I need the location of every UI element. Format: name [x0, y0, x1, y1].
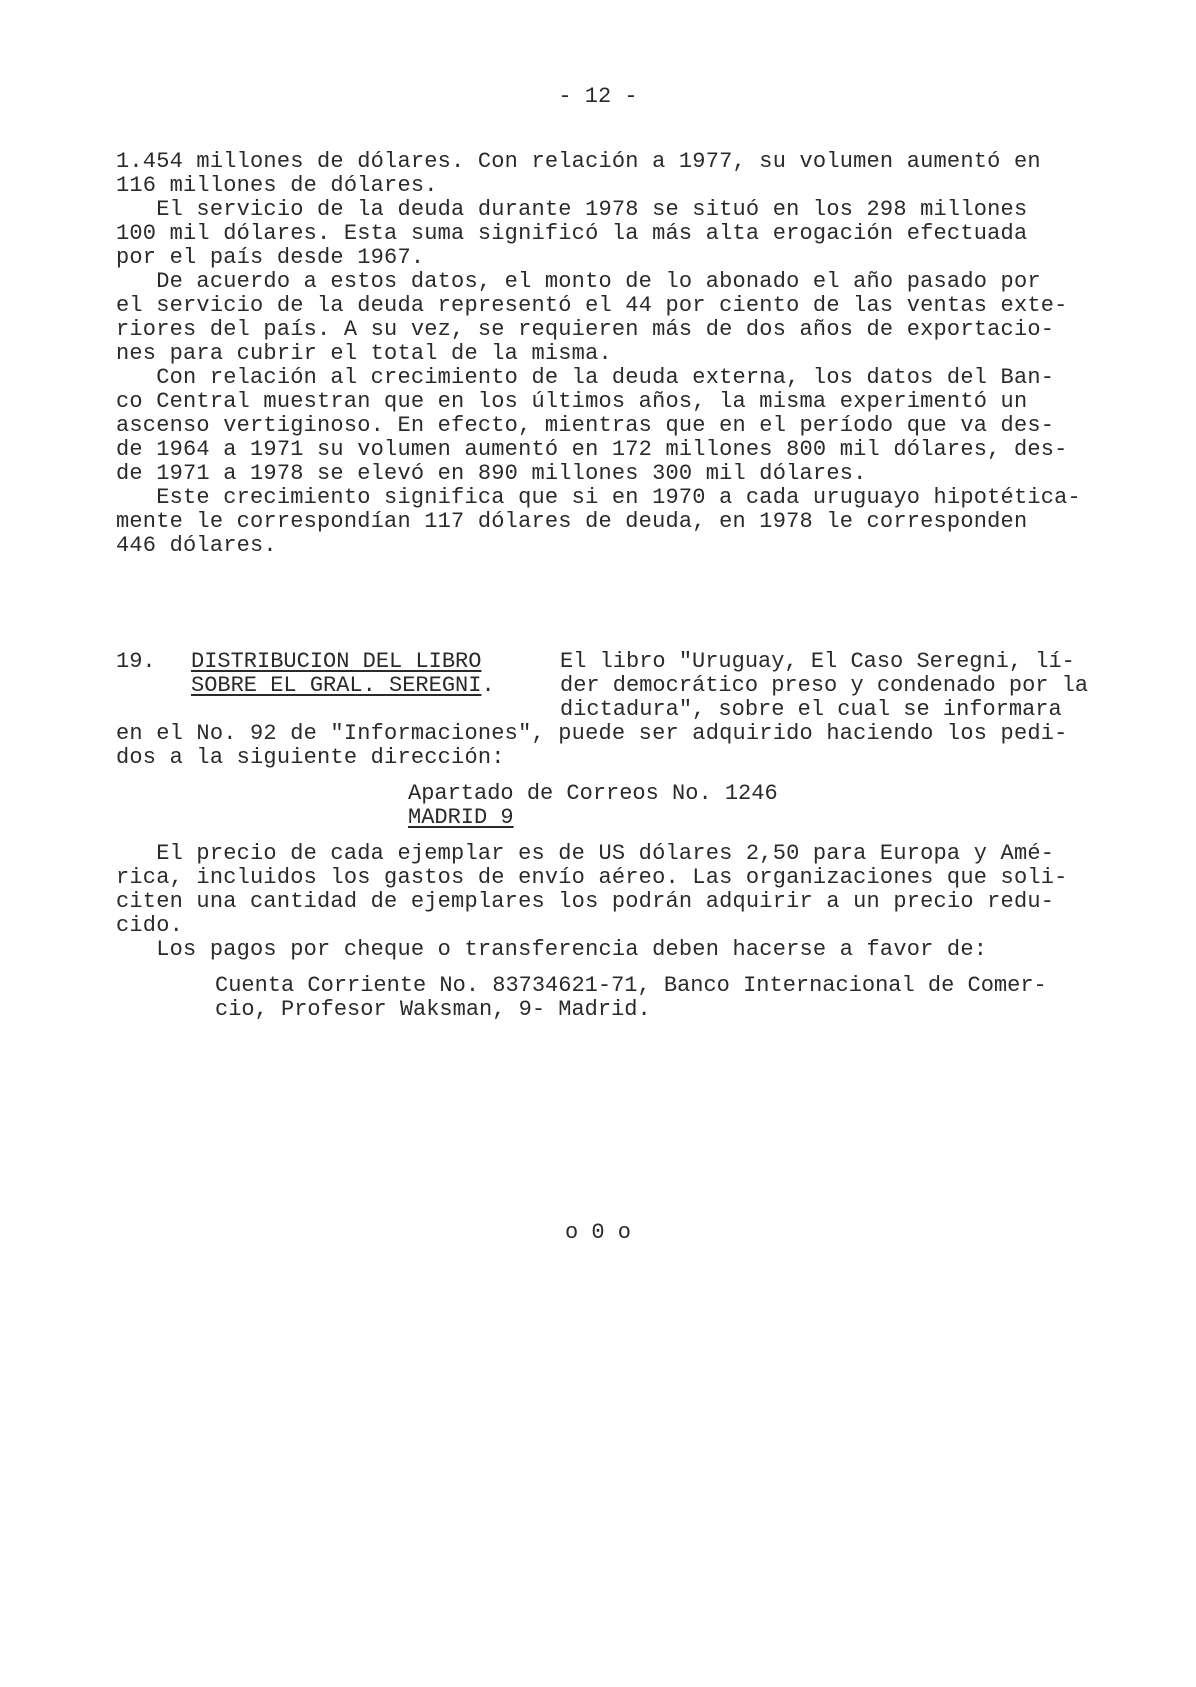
text-line: 1.454 millones de dólares. Con relación a 1977, su volumen aumentó en	[116, 149, 1041, 174]
text-line: mente le correspondían 117 dólares de deuda, en 1978 le corresponden	[116, 509, 1028, 534]
section-body-line: en el No. 92 de "Informaciones", puede ser adquirido haciendo los pedi-	[116, 721, 1068, 746]
text-line: de 1971 a 1978 se elevó en 890 millones 300 mil dólares.	[116, 461, 867, 486]
section-intro-line: dictadura", sobre el cual se informara	[560, 697, 1062, 722]
section-number: 19.	[116, 649, 156, 674]
section-intro-line: El libro "Uruguay, El Caso Seregni, lí-	[560, 649, 1075, 674]
text-line: Este crecimiento significa que si en 1970 a cada uruguayo hipotética-	[116, 485, 1081, 510]
section-heading-line2-text: SOBRE EL GRAL. SEREGNI	[191, 673, 482, 698]
text-line: De acuerdo a estos datos, el monto de lo abonado el año pasado por	[116, 269, 1041, 294]
price-line: rica, incluidos los gastos de envío aéreo. Las organizaciones que soli-	[116, 865, 1068, 890]
page-number: - 12 -	[558, 84, 638, 109]
text-line: El servicio de la deuda durante 1978 se situó en los 298 millones	[116, 197, 1028, 222]
address-line: Apartado de Correos No. 1246	[408, 781, 778, 806]
section-heading-line2	[191, 674, 495, 698]
text-line: 116 millones de dólares.	[116, 173, 438, 198]
text-line: co Central muestran que en los últimos años, la misma experimentó un	[116, 389, 1028, 414]
address-city: MADRID 9	[408, 805, 514, 830]
section-heading-line1: DISTRIBUCION DEL LIBRO	[191, 649, 482, 674]
section-intro-line: der democrático preso y condenado por la	[560, 673, 1089, 698]
text-line: 100 mil dólares. Esta suma significó la más alta erogación efectuada	[116, 221, 1028, 246]
section-body-line: dos a la siguiente dirección:	[116, 745, 505, 770]
price-line: citen una cantidad de ejemplares los podrán adquirir a un precio redu-	[116, 889, 1055, 914]
price-line: Los pagos por cheque o transferencia deben hacerse a favor de:	[116, 937, 988, 962]
section-heading-dot: .	[481, 673, 495, 698]
text-line: 446 dólares.	[116, 533, 277, 558]
text-line: ascenso vertiginoso. En efecto, mientras que en el período que va des-	[116, 413, 1055, 438]
text-line: riores del país. A su vez, se requieren más de dos años de exportacio-	[116, 317, 1055, 342]
price-line: El precio de cada ejemplar es de US dólares 2,50 para Europa y Amé-	[116, 841, 1055, 866]
end-mark: o 0 o	[564, 1220, 631, 1245]
account-line: Cuenta Corriente No. 83734621-71, Banco Internacional de Comer-	[215, 973, 1047, 998]
text-line: nes para cubrir el total de la misma.	[116, 341, 612, 366]
text-line: por el país desde 1967.	[116, 245, 425, 270]
text-line: el servicio de la deuda representó el 44 por ciento de las ventas exte-	[116, 293, 1068, 318]
text-line: Con relación al crecimiento de la deuda externa, los datos del Ban-	[116, 365, 1055, 390]
text-line: de 1964 a 1971 su volumen aumentó en 172 millones 800 mil dólares, des-	[116, 437, 1068, 462]
price-line: cido.	[116, 913, 184, 938]
account-line: cio, Profesor Waksman, 9- Madrid.	[215, 997, 651, 1022]
